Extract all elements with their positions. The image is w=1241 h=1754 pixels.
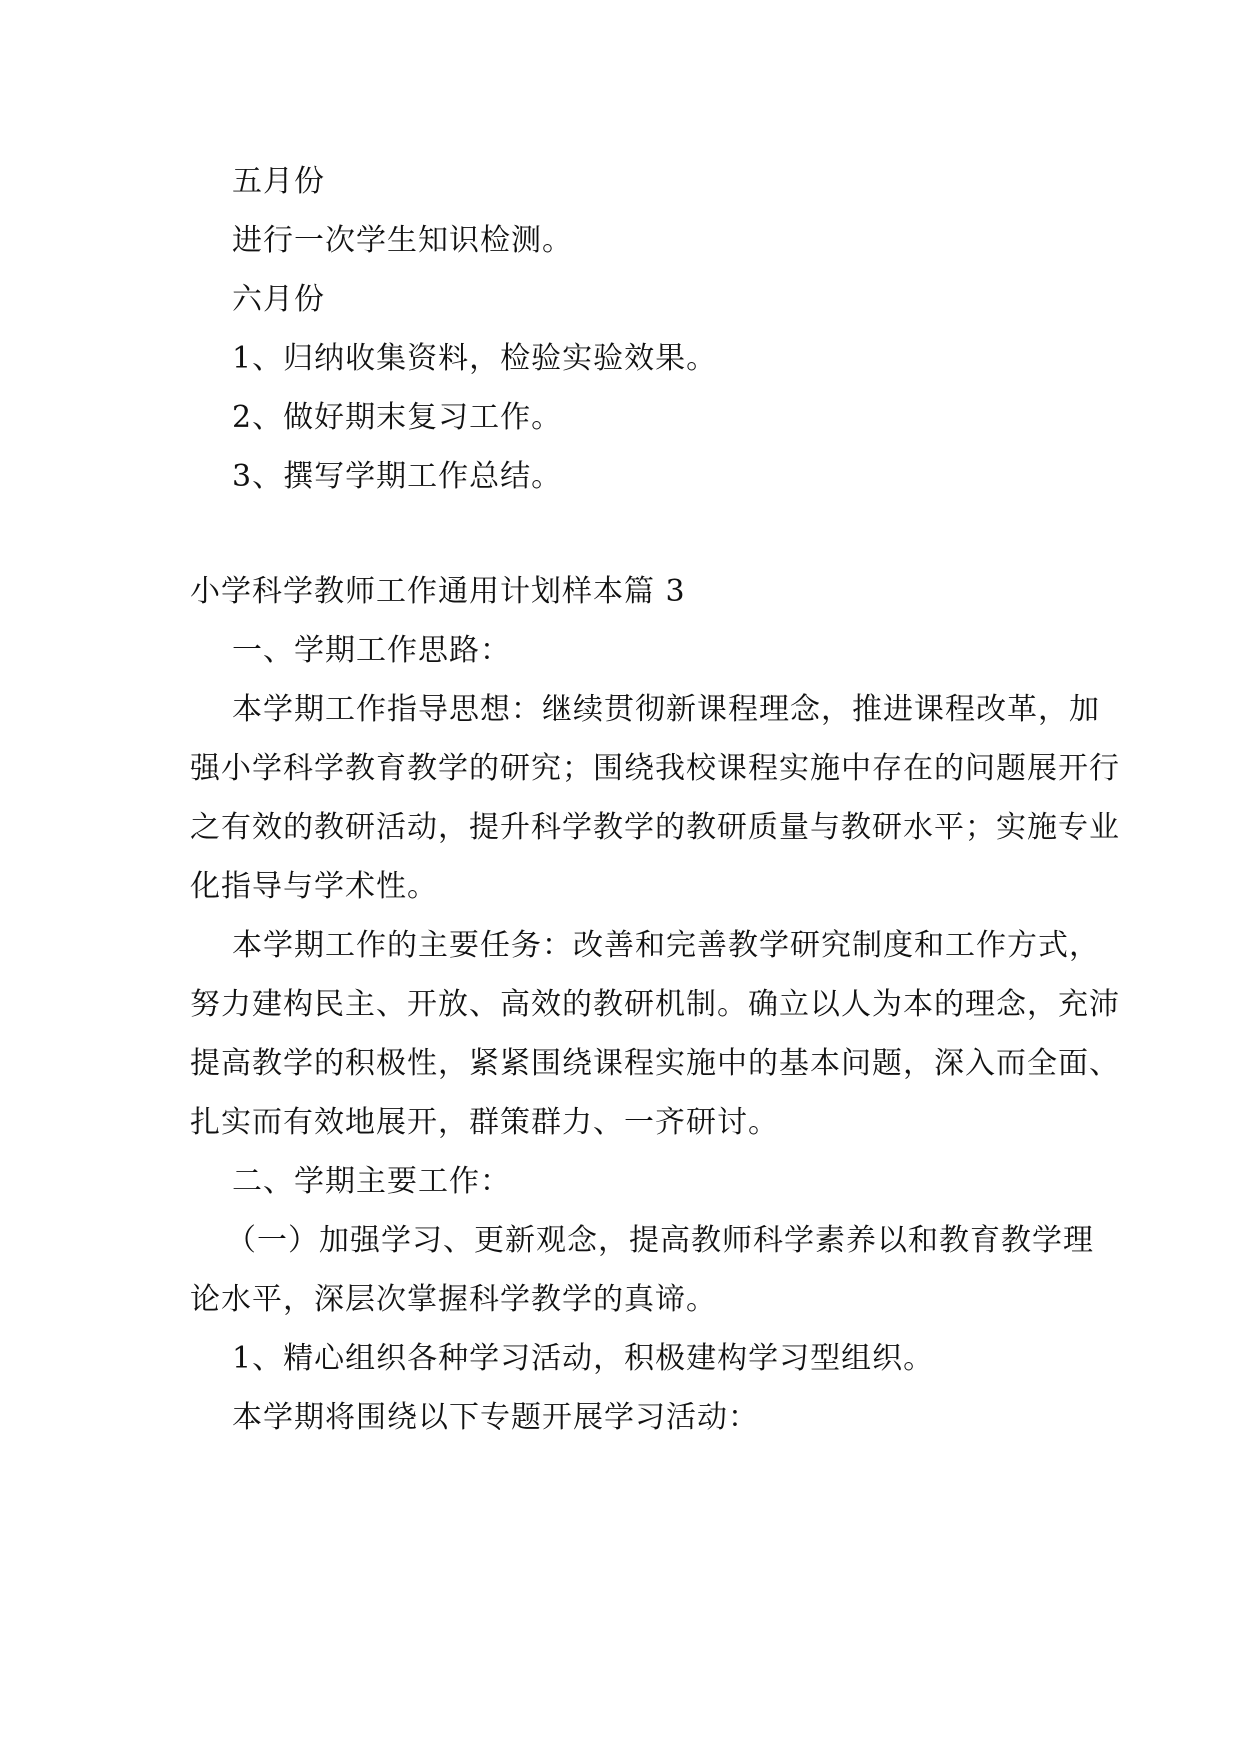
part2-heading: 二、学期主要工作： bbox=[232, 1164, 511, 1199]
item1: 1、精心组织各种学习活动，积极建构学习型组织。 bbox=[232, 1341, 935, 1376]
guiding-line-4: 化指导与学术性。 bbox=[190, 869, 438, 904]
guiding-line-3: 之有效的教研活动，提升科学教学的教研质量与教研水平；实施专业 bbox=[190, 810, 1120, 845]
task-line-4: 扎实而有效地展开，群策群力、一齐研讨。 bbox=[190, 1105, 779, 1140]
sub1-line-1: （一）加强学习、更新观念，提高教师科学素养以和教育教学理 bbox=[226, 1223, 1094, 1258]
sub1-line-2: 论水平，深层次掌握科学教学的真谛。 bbox=[190, 1282, 717, 1317]
june-heading: 六月份 bbox=[232, 282, 325, 317]
june-item-2: 2、做好期末复习工作。 bbox=[232, 400, 563, 435]
may-item: 进行一次学生知识检测。 bbox=[232, 223, 573, 258]
may-heading: 五月份 bbox=[232, 164, 325, 199]
task-line-1: 本学期工作的主要任务：改善和完善教学研究制度和工作方式， bbox=[232, 928, 1100, 963]
guiding-line-2: 强小学科学教育教学的研究；围绕我校课程实施中存在的问题展开行 bbox=[190, 751, 1120, 786]
part1-heading: 一、学期工作思路： bbox=[232, 633, 511, 668]
section-title: 小学科学教师工作通用计划样本篇 3 bbox=[190, 574, 686, 609]
task-line-2: 努力建构民主、开放、高效的教研机制。确立以人为本的理念，充沛 bbox=[190, 987, 1120, 1022]
task-line-3: 提高教学的积极性，紧紧围绕课程实施中的基本问题，深入而全面、 bbox=[190, 1046, 1120, 1081]
june-item-3: 3、撰写学期工作总结。 bbox=[232, 459, 563, 494]
june-item-1: 1、归纳收集资料，检验实验效果。 bbox=[232, 341, 718, 376]
item1-detail: 本学期将围绕以下专题开展学习活动： bbox=[232, 1400, 759, 1435]
guiding-line-1: 本学期工作指导思想：继续贯彻新课程理念，推进课程改革，加 bbox=[232, 692, 1100, 727]
